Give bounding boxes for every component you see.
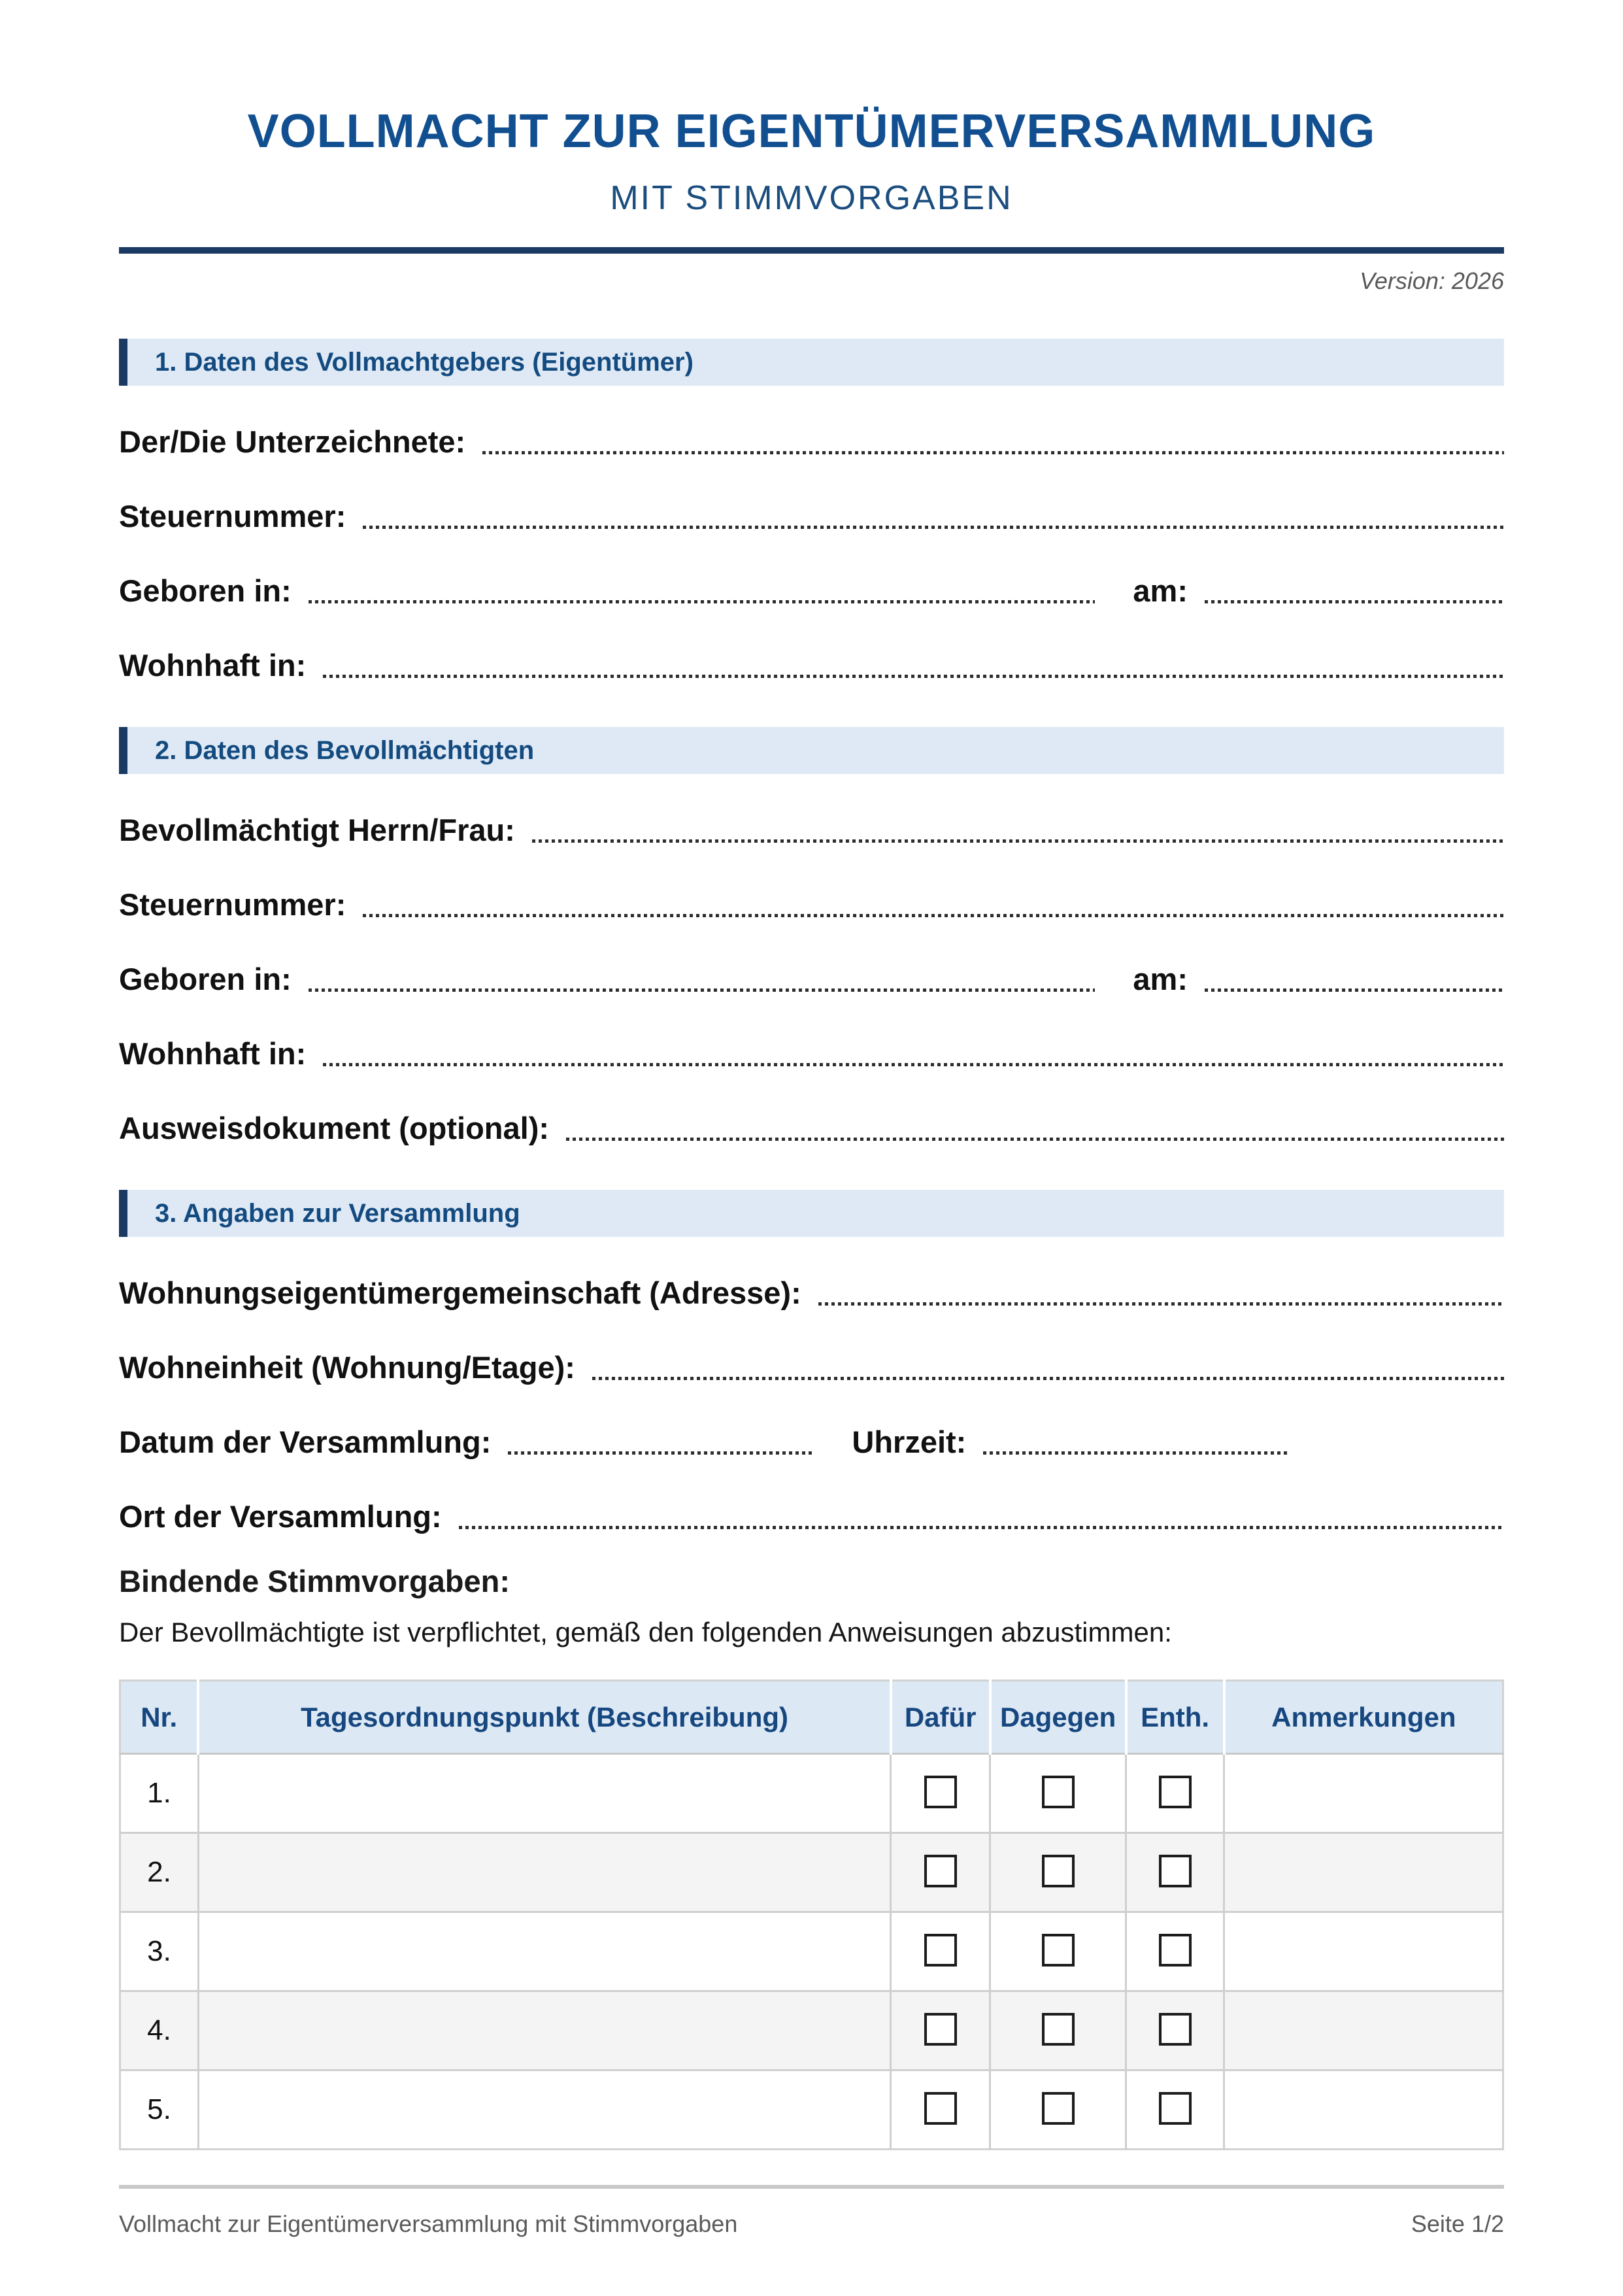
version-label: Version: 2026 [1360,267,1504,294]
field-label-wohnhaft-1: Wohnhaft in: [119,648,307,683]
field-label-steuernummer-2: Steuernummer: [119,887,346,922]
field-label-bevollmaechtigt: Bevollmächtigt Herrn/Frau: [119,813,515,847]
cell-description-row5[interactable] [198,2070,890,2150]
field-row [119,1423,1504,1460]
field-line-am-1[interactable] [1205,600,1504,603]
field-label-geboren-2: Geboren in: [119,962,292,996]
cell-dagegen-row1 [990,1754,1126,1833]
field-label-am-1: am: [1133,573,1188,608]
field-row [119,1109,1504,1147]
field-label-steuernummer-1: Steuernummer: [119,499,346,533]
table-row [120,1991,1503,2070]
field-line-steuernummer-2[interactable] [363,914,1504,917]
checkbox-dafuer-row2[interactable] [924,1855,957,1887]
cell-description-row2[interactable] [198,1833,890,1912]
section-header-vollmachtgeber [119,339,1504,386]
page-footer [119,2185,1504,2238]
field-row [119,811,1504,849]
field-line-wohneinheit[interactable] [592,1377,1504,1380]
row-number: 4. [120,1991,199,2070]
col-header-nr: Nr. [120,1681,199,1754]
field-label-ausweisdokument: Ausweisdokument (optional): [119,1111,549,1145]
cell-anmerkungen-row5[interactable] [1224,2070,1503,2150]
cell-dagegen-row5 [990,2070,1126,2150]
field-row [119,1035,1504,1072]
footer-document-name: Vollmacht zur Eigentümerversammlung mit Stimmvorgaben [119,2210,738,2237]
checkbox-enth-row1[interactable] [1159,1776,1192,1808]
checkbox-dafuer-row1[interactable] [924,1776,957,1808]
row-number: 3. [120,1912,199,1991]
cell-description-row3[interactable] [198,1912,890,1991]
row-number: 5. [120,2070,199,2150]
table-row [120,2070,1503,2150]
voting-heading: Bindende Stimmvorgaben: [119,1564,510,1598]
cell-dafuer-row5 [891,2070,990,2150]
checkbox-dafuer-row4[interactable] [924,2013,957,2046]
checkbox-dagegen-row4[interactable] [1042,2013,1075,2046]
cell-enth-row4 [1126,1991,1224,2070]
section-heading: 1. Daten des Vollmachtgebers (Eigentümer) [155,347,694,377]
footer-page-number: Seite 1/2 [1411,2210,1504,2237]
field-line-unterzeichnete[interactable] [482,451,1504,454]
field-row [119,498,1504,535]
col-header-anmerkungen: Anmerkungen [1224,1681,1503,1754]
col-header-dafuer: Dafür [891,1681,990,1754]
col-header-dagegen: Dagegen [990,1681,1126,1754]
checkbox-enth-row5[interactable] [1159,2092,1192,2125]
page-subtitle: MIT STIMMVORGABEN [610,179,1013,217]
field-label-wohnhaft-2: Wohnhaft in: [119,1036,307,1071]
title-divider [119,247,1504,254]
cell-dagegen-row2 [990,1833,1126,1912]
section-header-bevollmaechtigter [119,727,1504,774]
checkbox-dafuer-row3[interactable] [924,1934,957,1967]
checkbox-dafuer-row5[interactable] [924,2092,957,2125]
field-line-uhrzeit[interactable] [983,1451,1290,1455]
field-row [119,886,1504,923]
field-line-wohnhaft-2[interactable] [323,1063,1504,1066]
field-label-uhrzeit: Uhrzeit: [852,1425,967,1459]
table-row [120,1754,1503,1833]
cell-enth-row5 [1126,2070,1224,2150]
field-line-weg-adresse[interactable] [818,1302,1504,1306]
field-line-geboren-2[interactable] [309,988,1096,992]
checkbox-enth-row2[interactable] [1159,1855,1192,1887]
field-row [119,423,1504,460]
section-heading: 3. Angaben zur Versammlung [155,1198,520,1228]
field-row [119,647,1504,684]
cell-description-row1[interactable] [198,1754,890,1833]
row-number: 1. [120,1754,199,1833]
cell-dagegen-row4 [990,1991,1126,2070]
cell-enth-row1 [1126,1754,1224,1833]
cell-dagegen-row3 [990,1912,1126,1991]
cell-anmerkungen-row3[interactable] [1224,1912,1503,1991]
row-number: 2. [120,1833,199,1912]
section-heading: 2. Daten des Bevollmächtigten [155,735,535,765]
field-row [119,1274,1504,1311]
section-header-versammlung [119,1190,1504,1237]
field-line-bevollmaechtigt[interactable] [532,839,1504,843]
field-row [119,572,1504,609]
table-row [120,1912,1503,1991]
checkbox-dagegen-row5[interactable] [1042,2092,1075,2125]
checkbox-dagegen-row2[interactable] [1042,1855,1075,1887]
checkbox-dagegen-row1[interactable] [1042,1776,1075,1808]
field-label-geboren-1: Geboren in: [119,573,292,608]
cell-description-row4[interactable] [198,1991,890,2070]
checkbox-enth-row3[interactable] [1159,1934,1192,1967]
col-header-tagesordnungspunkt: Tagesordnungspunkt (Beschreibung) [198,1681,890,1754]
page-title: VOLLMACHT ZUR EIGENTÜMERVERSAMMLUNG [247,105,1376,158]
field-label-weg-adresse: Wohnungseigentümergemeinschaft (Adresse): [119,1275,801,1310]
voting-instruction: Der Bevollmächtigte ist verpflichtet, gemäß den folgenden Anweisungen abzustimmen: [119,1617,1172,1647]
field-line-wohnhaft-1[interactable] [323,675,1504,678]
field-label-datum: Datum der Versammlung: [119,1425,492,1459]
field-line-geboren-1[interactable] [309,600,1096,603]
field-label-ort: Ort der Versammlung: [119,1499,442,1534]
field-line-ausweisdokument[interactable] [566,1138,1504,1141]
voting-table [119,1680,1504,2150]
checkbox-dagegen-row3[interactable] [1042,1934,1075,1967]
field-line-datum[interactable] [508,1451,814,1455]
field-line-ort[interactable] [459,1526,1504,1529]
cell-dafuer-row4 [891,1991,990,2070]
field-line-steuernummer-1[interactable] [363,526,1504,529]
field-label-unterzeichnete: Der/Die Unterzeichnete: [119,424,466,459]
cell-dafuer-row1 [891,1754,990,1833]
field-label-wohneinheit: Wohneinheit (Wohnung/Etage): [119,1350,575,1385]
field-row [119,960,1504,998]
cell-dafuer-row3 [891,1912,990,1991]
cell-anmerkungen-row2[interactable] [1224,1833,1503,1912]
field-line-am-2[interactable] [1205,988,1504,992]
col-header-enth: Enth. [1126,1681,1224,1754]
table-row [120,1833,1503,1912]
cell-enth-row3 [1126,1912,1224,1991]
checkbox-enth-row4[interactable] [1159,2013,1192,2046]
cell-dafuer-row2 [891,1833,990,1912]
field-row [119,1498,1504,1535]
cell-anmerkungen-row1[interactable] [1224,1754,1503,1833]
cell-anmerkungen-row4[interactable] [1224,1991,1503,2070]
cell-enth-row2 [1126,1833,1224,1912]
field-label-am-2: am: [1133,962,1188,996]
voting-table-header-row [120,1681,1503,1754]
field-row [119,1349,1504,1386]
